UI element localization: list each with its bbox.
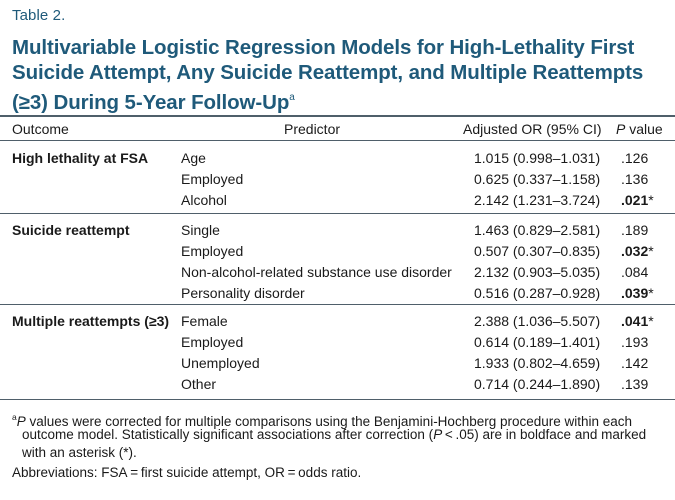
p-value-text: .142 bbox=[621, 355, 649, 371]
p-value-text: .021 bbox=[621, 192, 649, 208]
p-value-text: .084 bbox=[621, 264, 649, 280]
header-adjusted-or: Adjusted OR (95% CI) bbox=[463, 121, 602, 137]
predictor-cell: Unemployed bbox=[181, 355, 260, 371]
predictor-cell: Female bbox=[181, 313, 228, 329]
footnote-p-italic: P bbox=[16, 414, 26, 429]
significance-asterisk: * bbox=[648, 285, 654, 301]
p-value-cell bbox=[621, 285, 654, 302]
predictor-cell: Age bbox=[181, 150, 206, 166]
header-rule bbox=[0, 140, 675, 141]
adjusted-or-cell: 0.714 (0.244–1.890) bbox=[474, 376, 601, 392]
p-value-cell bbox=[621, 192, 654, 209]
p-value-text: .136 bbox=[621, 171, 649, 187]
table-title bbox=[12, 35, 652, 115]
predictor-cell: Employed bbox=[181, 171, 244, 187]
footnote-line-1-text: values were corrected for multiple comparisons using the Benjamini-Hochberg procedure within each bbox=[25, 414, 633, 429]
predictor-cell: Other bbox=[181, 376, 217, 392]
predictor-cell: Employed bbox=[181, 243, 244, 259]
adjusted-or-cell: 0.614 (0.189–1.401) bbox=[474, 334, 601, 350]
p-value-text: .126 bbox=[621, 150, 649, 166]
table-title-text: Multivariable Logistic Regression Models for High-Lethality First Suicide Attempt, Any Suicide Reattempt, and Multiple Reattempts (≥3) During 5-Year Follow-Up bbox=[12, 36, 644, 114]
adjusted-or-cell: 1.463 (0.829–2.581) bbox=[474, 222, 601, 238]
header-predictor: Predictor bbox=[284, 121, 341, 137]
adjusted-or-cell: 1.933 (0.802–4.659) bbox=[474, 355, 601, 371]
adjusted-or-cell: 0.625 (0.337–1.158) bbox=[474, 171, 601, 187]
predictor-cell: Employed bbox=[181, 334, 244, 350]
header-p-italic: P bbox=[616, 121, 626, 137]
p-value-text: .139 bbox=[621, 376, 649, 392]
predictor-cell: Single bbox=[181, 222, 220, 238]
p-value-text: .032 bbox=[621, 243, 649, 259]
predictor-cell: Personality disorder bbox=[181, 285, 305, 301]
adjusted-or-cell: 0.507 (0.307–0.835) bbox=[474, 243, 601, 259]
outcome-label: High lethality at FSA bbox=[12, 150, 149, 166]
p-value-cell bbox=[621, 334, 648, 351]
adjusted-or-cell: 1.015 (0.998–1.031) bbox=[474, 150, 601, 166]
outcome-label: Suicide reattempt bbox=[12, 222, 130, 238]
outcome-label: Multiple reattempts (≥3) bbox=[12, 313, 170, 329]
group-divider bbox=[0, 213, 675, 214]
top-rule bbox=[0, 115, 675, 117]
table-number: Table 2. bbox=[12, 7, 66, 24]
p-value-cell bbox=[621, 171, 648, 188]
p-value-cell bbox=[621, 376, 648, 393]
p-value-cell bbox=[621, 264, 648, 281]
significance-asterisk: * bbox=[648, 313, 654, 329]
p-value-cell bbox=[621, 150, 648, 167]
p-value-text: .189 bbox=[621, 222, 649, 238]
header-outcome: Outcome bbox=[12, 121, 69, 137]
header-p-value bbox=[616, 121, 663, 138]
predictor-cell: Alcohol bbox=[181, 192, 227, 208]
significance-asterisk: * bbox=[648, 192, 654, 208]
adjusted-or-cell: 2.388 (1.036–5.507) bbox=[474, 313, 601, 329]
bottom-rule bbox=[0, 399, 675, 400]
adjusted-or-cell: 2.132 (0.903–5.035) bbox=[474, 264, 601, 280]
p-value-cell bbox=[621, 222, 648, 239]
abbreviations: Abbreviations: FSA = first suicide attempt, OR = odds ratio. bbox=[12, 465, 362, 480]
predictor-cell: Non-alcohol-related substance use disorder bbox=[181, 264, 452, 280]
p-value-text: .041 bbox=[621, 313, 649, 329]
group-divider bbox=[0, 304, 675, 305]
p-value-text: .193 bbox=[621, 334, 649, 350]
footnote-mark: a bbox=[12, 412, 17, 422]
adjusted-or-cell: 2.142 (1.231–3.724) bbox=[474, 192, 601, 208]
p-value-cell bbox=[621, 313, 654, 330]
footnote-line-2 bbox=[22, 426, 646, 444]
p-value-cell bbox=[621, 355, 648, 372]
footnote-line-2-p: P bbox=[433, 427, 443, 442]
p-value-cell bbox=[621, 243, 654, 260]
footnote-line-2-b: < .05) are in boldface and marked bbox=[442, 427, 647, 442]
title-footnote-mark: a bbox=[289, 92, 295, 103]
footnote-line-2-a: outcome model. Statistically significant associations after correction ( bbox=[22, 427, 434, 442]
p-value-text: .039 bbox=[621, 285, 649, 301]
footnote-line-3: with an asterisk (*). bbox=[22, 445, 137, 460]
adjusted-or-cell: 0.516 (0.287–0.928) bbox=[474, 285, 601, 301]
significance-asterisk: * bbox=[648, 243, 654, 259]
header-p-rest: value bbox=[625, 121, 663, 137]
